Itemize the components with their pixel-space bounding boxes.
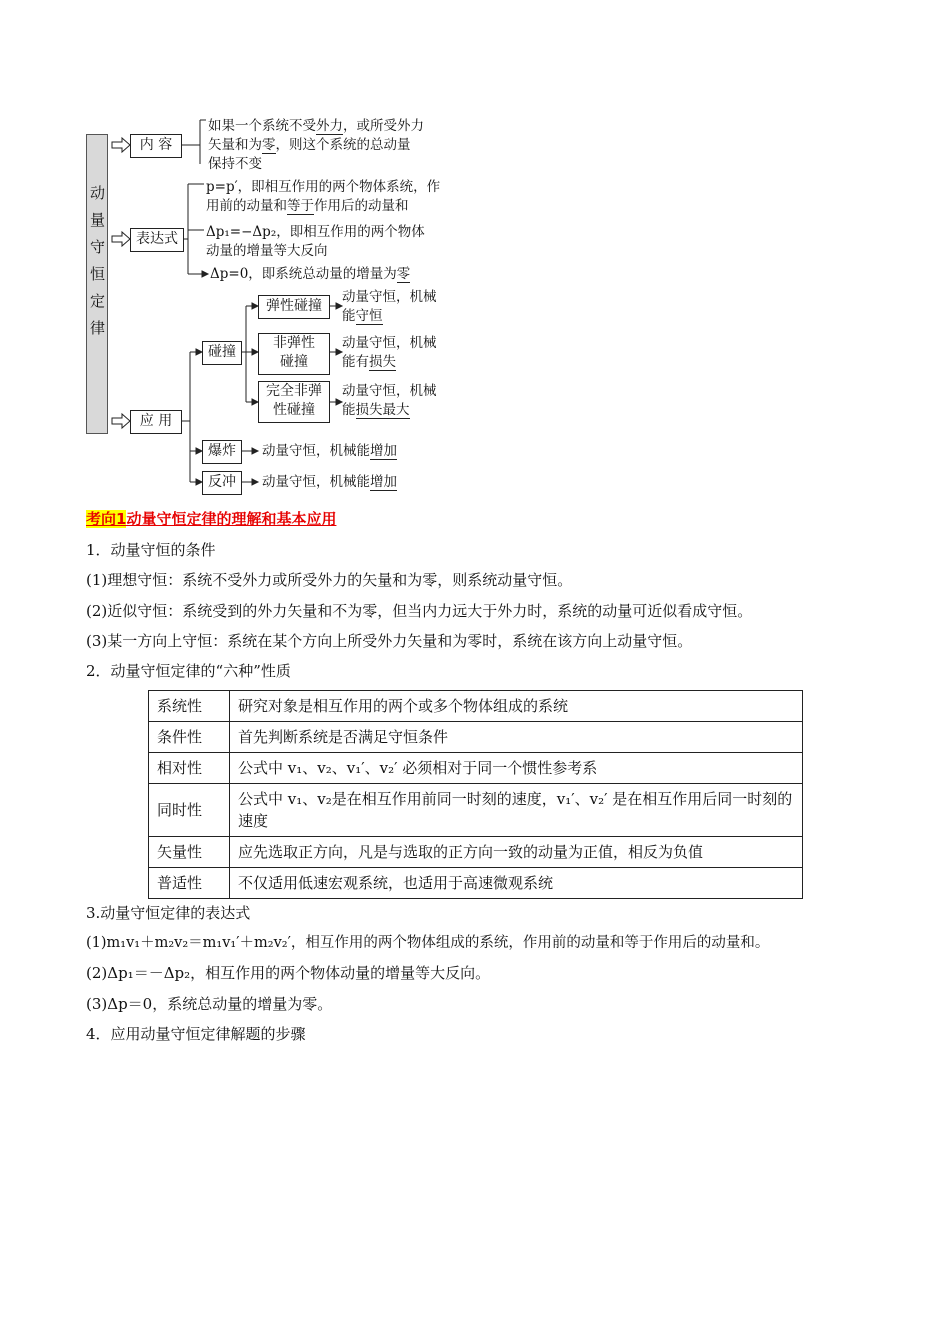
- root-concept-box: [86, 134, 108, 434]
- inelastic-desc-line2: 能有损失: [342, 354, 396, 370]
- table-row: [149, 753, 803, 784]
- section4-title: 4．应用动量守恒定律解题的步骤: [86, 1025, 306, 1043]
- content-text-line3: 保持不变: [208, 156, 262, 172]
- perfect-desc-line1: 动量守恒，机械: [342, 383, 437, 399]
- expression-2-line2: 动量的增量等大反向: [206, 243, 328, 259]
- section1-item-1: (1)理想守恒：系统不受外力或所受外力的矢量和为零，则系统动量守恒。: [86, 571, 573, 589]
- elastic-desc-line2: 能守恒: [342, 308, 383, 324]
- elastic-collision-node: 弹性碰撞: [258, 295, 330, 319]
- table-row: [149, 691, 803, 722]
- section1-item-3: (3)某一方向上守恒：系统在某个方向上所受外力矢量和为零时，系统在该方向上动量守恒。: [86, 632, 693, 650]
- property-desc: 首先判断系统是否满足守恒条件: [230, 722, 803, 753]
- elastic-desc-line1: 动量守恒，机械: [342, 289, 437, 305]
- content-text-line1: 如果一个系统不受外力，或所受外力: [208, 118, 424, 134]
- content-node: 内 容: [130, 134, 182, 158]
- section1-item-2: (2)近似守恒：系统受到的外力矢量和不为零，但当内力远大于外力时，系统的动量可近似看成守恒。: [86, 602, 753, 620]
- section3-title: 3.动量守恒定律的表达式: [86, 904, 251, 922]
- section1-title: 1．动量守恒的条件: [86, 541, 216, 559]
- content-text-line2: 矢量和为零，则这个系统的总动量: [208, 137, 411, 153]
- expression-3: Δp=0，即系统总动量的增量为零: [210, 266, 411, 282]
- root-concept-label: 动量守恒定律: [88, 185, 106, 347]
- property-name: 同时性: [149, 784, 230, 837]
- recoil-desc: 动量守恒，机械能增加: [262, 474, 397, 490]
- inelastic-collision-node: 非弹性 碰撞: [258, 333, 330, 375]
- property-name: 普适性: [149, 868, 230, 899]
- inelastic-desc-line1: 动量守恒，机械: [342, 335, 437, 351]
- section3-item-1: (1)m₁v₁＋m₂v₂＝m₁v₁′＋m₂v₂′，相互作用的两个物体组成的系统，作用前的动量和等于作用后的动量和。: [86, 935, 770, 951]
- expression-1-line2: 用前的动量和等于作用后的动量和: [206, 198, 409, 214]
- application-node: 应 用: [130, 410, 182, 434]
- section3-item-2: (2)Δp₁＝－Δp₂，相互作用的两个物体动量的增量等大反向。: [86, 964, 491, 982]
- recoil-node: 反冲: [202, 471, 242, 495]
- expression-node: 表达式: [130, 228, 184, 252]
- explosion-node: 爆炸: [202, 440, 242, 464]
- section3-item-3: (3)Δp＝0，系统总动量的增量为零。: [86, 995, 333, 1013]
- property-desc: 公式中 v₁、v₂、v₁′、v₂′ 必须相对于同一个惯性参考系: [230, 753, 803, 784]
- momentum-concept-diagram: [82, 112, 462, 502]
- property-desc: 研究对象是相互作用的两个或多个物体组成的系统: [230, 691, 803, 722]
- property-desc: 不仅适用低速宏观系统，也适用于高速微观系统: [230, 868, 803, 899]
- properties-table: [148, 690, 803, 899]
- table-row: [149, 784, 803, 837]
- property-name: 条件性: [149, 722, 230, 753]
- perfect-desc-line2: 能损失最大: [342, 402, 410, 418]
- property-name: 相对性: [149, 753, 230, 784]
- heading-title: 动量守恒定律的理解和基本应用: [126, 510, 337, 528]
- explosion-desc: 动量守恒，机械能增加: [262, 443, 397, 459]
- property-desc: 应先选取正方向，凡是与选取的正方向一致的动量为正值，相反为负值: [230, 837, 803, 868]
- expression-2-line1: Δp₁=−Δp₂，即相互作用的两个物体: [206, 224, 425, 240]
- table-row: [149, 722, 803, 753]
- expression-1-line1: p=p′，即相互作用的两个物体系统，作: [206, 179, 441, 195]
- perfectly-inelastic-collision-node: 完全非弹 性碰撞: [258, 381, 330, 423]
- property-name: 系统性: [149, 691, 230, 722]
- heading-tag: 考向1: [86, 510, 127, 528]
- table-row: [149, 837, 803, 868]
- section2-title: 2．动量守恒定律的“六种”性质: [86, 662, 291, 680]
- property-name: 矢量性: [149, 837, 230, 868]
- table-row: [149, 868, 803, 899]
- collision-node: 碰撞: [202, 341, 242, 365]
- property-desc: 公式中 v₁、v₂是在相互作用前同一时刻的速度，v₁′、v₂′ 是在相互作用后同一时刻的速度: [230, 784, 803, 837]
- section-heading: [86, 508, 336, 529]
